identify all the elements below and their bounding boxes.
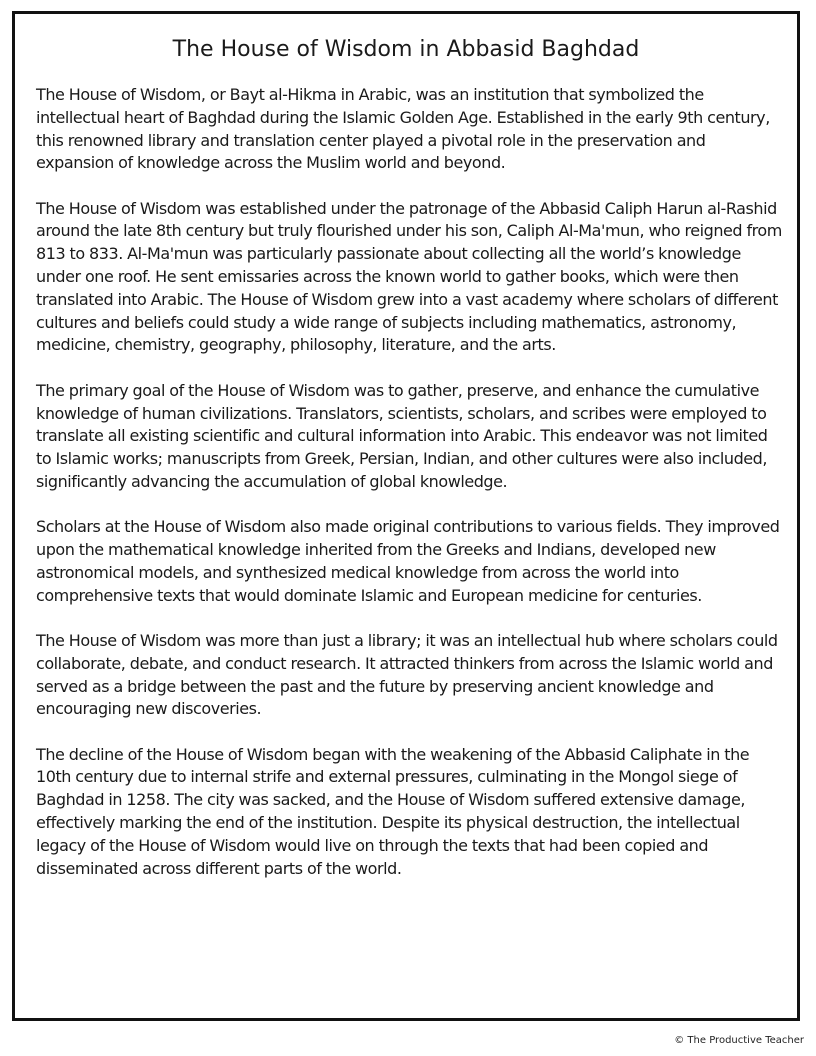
paragraph-contributions: Scholars at the House of Wisdom also made original contributions to various fields. They improved upon the mathematical knowledge inherited from the Greeks and Indians, developed new astronomical models, and synthesized medical knowledge from across the world into comprehensive texts that would dominate Islamic and European medicine for centuries. [36, 517, 780, 605]
paragraph-establishment: The House of Wisdom was established under the patronage of the Abbasid Caliph Harun al-Rashid around the late 8th century but truly flourished under his son, Caliph Al-Ma'mun, who reigned from 813 to 833. Al-Ma'mun was particularly passionate about collecting all the world’s knowledge under one roof. He sent emissaries across the known world to gather books, which were then translated into Arabic. The House of Wisdom grew into a vast academy where scholars of different cultures and beliefs could study a wide range of subjects including mathematics, astronomy, medicine, chemistry, geography, philosophy, literature, and the arts. [36, 198, 782, 355]
paragraph-primary-goal: The primary goal of the House of Wisdom was to gather, preserve, and enhance the cumulative knowledge of human civilizations. Translators, scientists, scholars, and scribes were employed to translate all existing scientific and cultural information into Arabic. This endeavor was not limited to Islamic works; manuscripts from Greek, Persian, Indian, and other cultures were also included, significantly advancing the accumulation of global knowledge. [36, 380, 768, 491]
copyright-notice: © The Productive Teacher [674, 1035, 804, 1046]
page-border [12, 11, 800, 1021]
document-title: The House of Wisdom in Abbasid Baghdad [172, 37, 640, 62]
paragraph-intellectual-hub: The House of Wisdom was more than just a library; it was an intellectual hub where scholars could collaborate, debate, and conduct research. It attracted thinkers from across the Islamic world and served as a bridge between the past and the future by preserving ancient knowledge and encouraging new discoveries. [36, 630, 778, 719]
paragraph-introduction: The House of Wisdom, or Bayt al-Hikma in Arabic, was an institution that symbolized the intellectual heart of Baghdad during the Islamic Golden Age. Established in the early 9th century, this renowned library and translation center played a pivotal role in the preservation and expansion of knowledge across the Muslim world and beyond. [36, 85, 770, 173]
paragraph-decline: The decline of the House of Wisdom began with the weakening of the Abbasid Caliphate in the 10th century due to internal strife and external pressures, culminating in the Mongol siege of Baghdad in 1258. The city was sacked, and the House of Wisdom suffered extensive damage, effectively marking the end of the institution. Despite its physical destruction, the intellectual legacy of the House of Wisdom would live on through the texts that had been copied and disseminated across different parts of the world. [36, 744, 750, 878]
article-body [36, 84, 784, 903]
